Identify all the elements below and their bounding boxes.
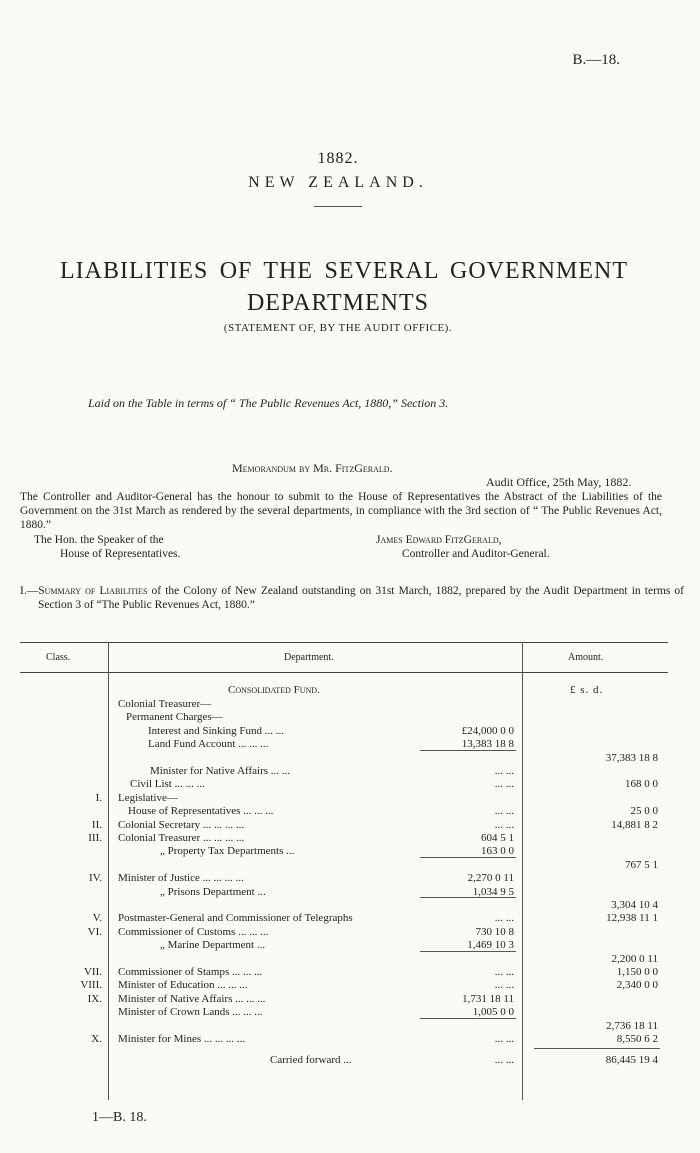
total-cell: 86,445 19 4: [605, 1054, 658, 1067]
total-cell: 8,550 6 2: [616, 1033, 658, 1045]
class-cell: VII.: [83, 966, 102, 978]
class-column-divider: [108, 642, 109, 1100]
department-cell: Commissioner of Customs ... ... ...: [118, 925, 269, 938]
total-cell: 3,304 10 4: [611, 899, 658, 911]
subtotal-cell: 163 0 0: [481, 845, 514, 858]
department-cell: Carried forward ...: [270, 1054, 352, 1067]
department-cell: Legislative—: [118, 791, 178, 804]
total-cell: 168 0 0: [625, 778, 658, 791]
summary-intro-lead: I.—Summary of Liabilities: [20, 585, 148, 597]
department-cell: Land Fund Account ... ... ...: [148, 738, 269, 751]
subtitle: (STATEMENT OF, BY THE AUDIT OFFICE).: [223, 322, 453, 334]
table-header-rule: [20, 672, 668, 673]
subtotal-cell: 730 10 8: [475, 925, 514, 938]
currency-header: £ s. d.: [570, 684, 604, 696]
class-cell: VIII.: [80, 979, 102, 992]
column-header-class: Class.: [46, 652, 71, 663]
class-cell: I.: [95, 791, 102, 804]
total-cell: 37,383 18 8: [605, 751, 658, 764]
column-header-department: Department.: [284, 652, 334, 663]
subtotal-cell: ... ...: [494, 966, 514, 978]
department-cell: House of Representatives ... ... ...: [128, 805, 274, 818]
addressee-line-1: The Hon. the Speaker of the: [34, 534, 164, 546]
title-line-2: DEPARTMENTS: [246, 290, 430, 316]
fund-heading: Consolidated Fund.: [228, 684, 320, 696]
department-cell: Minister for Native Affairs ... ...: [150, 765, 291, 777]
addressee-line-2: House of Representatives.: [60, 548, 181, 560]
divider: [314, 206, 362, 207]
carried-forward-rule: [534, 1048, 660, 1049]
class-cell: II.: [91, 818, 102, 831]
class-cell: VI.: [87, 925, 102, 938]
subtotal-cell: ... ...: [494, 1033, 514, 1045]
class-cell: V.: [92, 912, 102, 925]
title-line-1: LIABILITIES OF THE SEVERAL GOVERNMENT: [60, 258, 628, 284]
department-cell: Minister of Native Affairs ... ... ...: [118, 992, 266, 1005]
subtotal-cell: £24,000 0 0: [461, 724, 514, 737]
subtotal-cell: 1,034 9 5: [472, 885, 514, 898]
year: 1882.: [317, 150, 359, 167]
department-cell: Colonial Secretary ... ... ... ...: [118, 818, 245, 831]
signatory-name: James Edward FitzGerald,: [376, 534, 502, 546]
subtotal-rule: [420, 750, 516, 751]
subtotal-cell: 13,383 18 8: [461, 738, 514, 751]
total-cell: 2,200 0 11: [611, 952, 658, 965]
subtotal-rule: [420, 897, 516, 898]
memorandum-body: The Controller and Auditor-General has the honour to submit to the House of Representatives the Abstract of the Liabilities of the Government on the 31st March as rendered by the several departments, in compliance with the 3rd section of “ The Public Revenues Act, 1880.”: [20, 491, 662, 531]
department-cell: Minister for Mines ... ... ... ...: [118, 1033, 246, 1045]
department-cell: Civil List ... ... ...: [130, 778, 205, 791]
department-cell: Colonial Treasurer—: [118, 698, 212, 710]
subtotal-cell: ... ...: [494, 1054, 514, 1067]
memorandum-place-date: Audit Office, 25th May, 1882.: [486, 475, 632, 489]
subtotal-cell: ... ...: [494, 818, 514, 831]
subtotal-cell: 2,270 0 11: [467, 872, 514, 885]
subtotal-rule: [420, 857, 516, 858]
signatory-title: Controller and Auditor-General.: [402, 548, 550, 560]
subtotal-rule: [420, 951, 516, 952]
subtotal-cell: ... ...: [494, 765, 514, 777]
subtotal-cell: 604 5 1: [481, 832, 514, 844]
total-cell: 767 5 1: [625, 858, 658, 871]
document-code: B.—18.: [572, 52, 620, 68]
department-cell: Permanent Charges—: [126, 711, 223, 724]
department-cell: Interest and Sinking Fund ... ...: [148, 724, 284, 737]
subtotal-cell: 1,469 10 3: [467, 939, 514, 952]
class-cell: IV.: [89, 872, 102, 885]
department-cell: „ Marine Department ...: [160, 939, 266, 952]
subtotal-cell: ... ...: [494, 979, 514, 992]
amount-column-divider: [522, 642, 523, 1100]
subtotal-cell: ... ...: [494, 912, 514, 925]
subtotal-rule: [420, 1018, 516, 1019]
total-cell: 1,150 0 0: [616, 966, 658, 978]
summary-intro: [20, 584, 684, 612]
department-cell: Postmaster-General and Commissioner of Telegraphs: [118, 912, 353, 925]
column-header-amount: Amount.: [568, 652, 604, 663]
subtotal-cell: ... ...: [494, 778, 514, 791]
subtotal-cell: 1,731 18 11: [462, 992, 514, 1005]
department-cell: Colonial Treasurer ... ... ... ...: [118, 832, 245, 844]
total-cell: 2,736 18 11: [606, 1019, 658, 1032]
memorandum-heading: Memorandum by Mr. FitzGerald.: [232, 461, 393, 475]
table-top-rule: [20, 642, 668, 643]
department-cell: „ Property Tax Departments ...: [160, 845, 295, 858]
class-cell: III.: [88, 832, 102, 844]
department-cell: Minister of Education ... ... ...: [118, 979, 248, 992]
total-cell: 25 0 0: [630, 805, 658, 818]
class-cell: X.: [91, 1033, 102, 1045]
laid-on-table-note: Laid on the Table in terms of “ The Public Revenues Act, 1880,” Section 3.: [88, 396, 449, 410]
class-cell: IX.: [87, 992, 102, 1005]
department-cell: Commissioner of Stamps ... ... ...: [118, 966, 263, 978]
department-cell: Minister of Crown Lands ... ... ...: [118, 1006, 263, 1019]
country: NEW ZEALAND.: [248, 174, 428, 191]
signature-mark: 1—B. 18.: [92, 1110, 147, 1125]
total-cell: 2,340 0 0: [616, 979, 658, 992]
department-cell: Minister of Justice ... ... ... ...: [118, 872, 244, 885]
summary-intro-rest: of the Colony of New Zealand outstanding on 31st March, 1882, prepared by the Audit Department in terms of Section 3 of “The Public Revenues Act, 1880.”: [38, 585, 685, 611]
total-cell: 12,938 11 1: [606, 912, 658, 925]
total-cell: 14,881 8 2: [611, 818, 658, 831]
subtotal-cell: 1,005 0 0: [472, 1006, 514, 1019]
department-cell: „ Prisons Department ...: [160, 885, 266, 898]
subtotal-cell: ... ...: [494, 805, 514, 818]
